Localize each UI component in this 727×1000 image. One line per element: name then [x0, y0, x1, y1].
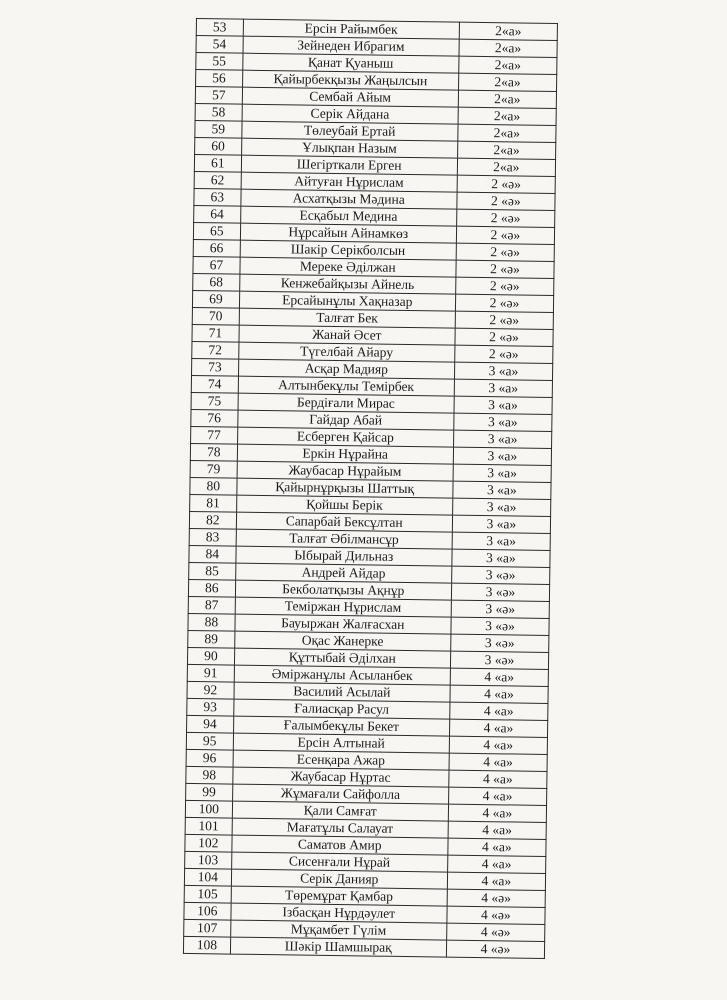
roster-body	[183, 19, 557, 959]
class-label: 4 «ә»	[446, 940, 544, 958]
row-number: 104	[184, 868, 231, 886]
student-name: Сембай Айым	[242, 87, 458, 107]
row-number: 100	[185, 800, 232, 818]
student-name: Зейнеден Ибрагим	[243, 36, 459, 56]
row-number: 55	[196, 53, 243, 71]
class-label: 3 «а»	[453, 430, 551, 448]
class-label: 3 «а»	[454, 396, 552, 414]
row-number: 87	[188, 596, 235, 614]
row-number: 64	[194, 205, 241, 223]
student-name: Төремұрат Қамбар	[231, 886, 447, 906]
class-label: 4 «а»	[448, 838, 546, 856]
class-label: 4 «а»	[450, 668, 548, 686]
row-number: 105	[184, 885, 231, 903]
row-number: 58	[195, 103, 242, 121]
student-name: Асқар Мадияр	[238, 359, 454, 379]
row-number: 101	[185, 817, 232, 835]
row-number: 74	[191, 375, 238, 393]
row-number: 89	[188, 630, 235, 648]
student-name: Ерсайынұлы Хақназар	[239, 291, 455, 311]
student-name: Василий Асылай	[234, 682, 450, 702]
student-name: Нұрсайын Айнамкөз	[240, 223, 456, 243]
row-number: 59	[195, 120, 242, 138]
class-label: 2«а»	[458, 107, 556, 125]
student-name: Қойшы Берік	[236, 495, 452, 515]
row-number: 83	[189, 528, 236, 546]
row-number: 66	[193, 239, 240, 257]
class-label: 4 «ә»	[447, 906, 545, 924]
student-name: Серік Данияр	[231, 869, 447, 889]
student-name: Құттыбай Әділхан	[234, 648, 450, 668]
row-number: 76	[191, 409, 238, 427]
row-number: 94	[187, 715, 234, 733]
student-name: Есенқара Ажар	[233, 750, 449, 770]
student-name: Талғат Әбілмансұр	[236, 529, 452, 549]
row-number: 84	[189, 545, 236, 563]
student-name: Жаубасар Нұртас	[232, 767, 448, 787]
row-number: 61	[194, 154, 241, 172]
class-label: 2 «ә»	[456, 243, 554, 261]
row-number: 98	[186, 766, 233, 784]
student-roster-table	[183, 18, 558, 959]
class-label: 2 «ә»	[457, 192, 555, 210]
student-name: Қали Самғат	[232, 801, 448, 821]
student-name: Ғалымбекұлы Бекет	[233, 716, 449, 736]
student-name: Оқас Жанерке	[234, 631, 450, 651]
student-name: Талғат Бек	[239, 308, 455, 328]
row-number: 77	[191, 426, 238, 444]
class-label: 4 «а»	[448, 787, 546, 805]
class-label: 2«а»	[458, 124, 556, 142]
student-name: Бауыржан Жалғасхан	[235, 614, 451, 634]
student-name: Ыбырай Дильназ	[236, 546, 452, 566]
student-name: Ғалиасқар Расул	[233, 699, 449, 719]
class-label: 2«а»	[457, 141, 555, 159]
student-name: Сапарбай Бексұлтан	[236, 512, 452, 532]
row-number: 106	[184, 902, 231, 920]
student-name: Теміржан Нұрислам	[235, 597, 451, 617]
row-number: 73	[192, 358, 239, 376]
class-label: 4 «а»	[450, 685, 548, 703]
row-number: 107	[184, 919, 231, 937]
class-label: 4 «а»	[447, 872, 545, 890]
student-name: Алтынбекұлы Темірбек	[238, 376, 454, 396]
student-name: Гайдар Абай	[237, 410, 453, 430]
class-label: 4 «а»	[449, 736, 547, 754]
row-number: 95	[186, 732, 233, 750]
student-name: Мағатұлы Салауат	[232, 818, 448, 838]
student-name: Ерсін Алтынай	[233, 733, 449, 753]
class-label: 2«а»	[457, 158, 555, 176]
class-label: 2 «ә»	[456, 226, 554, 244]
student-name: Айтуған Нұрислам	[241, 172, 457, 192]
class-label: 2«а»	[459, 39, 557, 57]
row-number: 60	[195, 137, 242, 155]
class-label: 2 «ә»	[456, 277, 554, 295]
class-label: 2 «ә»	[456, 209, 554, 227]
student-name: Еркін Нұрайна	[237, 444, 453, 464]
student-name: Андрей Айдар	[235, 563, 451, 583]
student-name: Мереке Әділжан	[240, 257, 456, 277]
class-label: 4 «а»	[449, 753, 547, 771]
row-number: 102	[185, 834, 232, 852]
student-name: Сисенғали Нұрай	[231, 852, 447, 872]
student-name: Серік Айдана	[242, 104, 458, 124]
class-label: 4 «а»	[448, 804, 546, 822]
student-name: Есқабыл Медина	[240, 206, 456, 226]
row-number: 86	[188, 579, 235, 597]
class-label: 2 «ә»	[455, 345, 553, 363]
class-label: 4 «а»	[449, 719, 547, 737]
student-name: Қанат Қуаныш	[242, 53, 458, 73]
class-label: 4 «а»	[447, 855, 545, 873]
student-name: Ұлықпан Назым	[241, 138, 457, 158]
class-label: 3 «а»	[453, 481, 551, 499]
row-number: 57	[195, 87, 242, 105]
class-label: 4 «а»	[450, 702, 548, 720]
student-name: Шегірткали Ерген	[241, 155, 457, 175]
row-number: 75	[191, 392, 238, 410]
class-label: 3 «ә»	[451, 634, 549, 652]
student-name: Саматов Амир	[232, 835, 448, 855]
class-label: 3 «ә»	[451, 600, 549, 618]
row-number: 99	[186, 783, 233, 801]
row-number: 72	[192, 341, 239, 359]
class-label: 3 «а»	[454, 413, 552, 431]
class-label: 3 «а»	[452, 515, 550, 533]
student-name: Түгелбай Айару	[238, 342, 454, 362]
row-number: 88	[188, 613, 235, 631]
class-label: 3 «а»	[453, 464, 551, 482]
row-number: 62	[194, 171, 241, 189]
student-name: Қайырбекқызы Жаңылсын	[242, 70, 458, 90]
class-label: 2«а»	[459, 22, 557, 40]
row-number: 91	[187, 664, 234, 682]
class-label: 3 «ә»	[451, 583, 549, 601]
class-label: 2«а»	[458, 73, 556, 91]
class-label: 3 «ә»	[451, 566, 549, 584]
student-name: Жұмағали Сайфолла	[232, 784, 448, 804]
row-number: 71	[192, 324, 239, 342]
student-name: Ерсін Райымбек	[243, 19, 459, 39]
class-label: 4 «ә»	[447, 923, 545, 941]
row-number: 90	[187, 647, 234, 665]
row-number: 78	[190, 443, 237, 461]
row-number: 82	[189, 511, 236, 529]
class-label: 4 «а»	[449, 770, 547, 788]
row-number: 81	[190, 494, 237, 512]
student-name: Шәкір Шамшырақ	[230, 937, 446, 957]
class-label: 3 «а»	[452, 532, 550, 550]
class-label: 3 «а»	[454, 379, 552, 397]
row-number: 103	[185, 851, 232, 869]
row-number: 56	[196, 70, 243, 88]
class-label: 3 «а»	[452, 549, 550, 567]
class-label: 2 «ә»	[455, 294, 553, 312]
class-label: 2«а»	[459, 56, 557, 74]
class-label: 4 «а»	[448, 821, 546, 839]
row-number: 53	[196, 19, 243, 37]
class-label: 2 «ә»	[455, 311, 553, 329]
student-name: Бердіғали Мирас	[238, 393, 454, 413]
class-label: 3 «а»	[452, 498, 550, 516]
row-number: 70	[192, 307, 239, 325]
class-label: 3 «ә»	[450, 651, 548, 669]
row-number: 93	[187, 698, 234, 716]
class-label: 2 «ә»	[456, 260, 554, 278]
class-label: 2 «ә»	[457, 175, 555, 193]
student-name: Әміржанұлы Асыланбек	[234, 665, 450, 685]
row-number: 85	[189, 562, 236, 580]
student-name: Төлеубай Ертай	[241, 121, 457, 141]
student-name: Есберген Қайсар	[237, 427, 453, 447]
row-number: 68	[193, 273, 240, 291]
student-name: Жаубасар Нұрайым	[237, 461, 453, 481]
row-number: 92	[187, 681, 234, 699]
class-label: 3 «а»	[453, 447, 551, 465]
class-label: 2 «ә»	[455, 328, 553, 346]
student-name: Кенжебайқызы Айнель	[239, 274, 455, 294]
row-number: 80	[190, 477, 237, 495]
row-number: 65	[193, 222, 240, 240]
student-name: Асхатқызы Мәдина	[241, 189, 457, 209]
row-number: 69	[192, 290, 239, 308]
class-label: 3 «а»	[454, 362, 552, 380]
row-number: 67	[193, 256, 240, 274]
student-name: Бекболатқызы Ақнұр	[235, 580, 451, 600]
class-label: 2«а»	[458, 90, 556, 108]
student-name: Мұқамбет Гүлім	[230, 920, 446, 940]
row-number: 96	[186, 749, 233, 767]
student-name: Жанай Әсет	[239, 325, 455, 345]
student-name: Қайырнұрқызы Шаттық	[236, 478, 452, 498]
class-label: 3 «ә»	[451, 617, 549, 635]
student-name: Шакір Серікболсын	[240, 240, 456, 260]
row-number: 63	[194, 188, 241, 206]
row-number: 108	[183, 936, 230, 954]
row-number: 79	[190, 460, 237, 478]
row-number: 54	[196, 36, 243, 54]
class-label: 4 «ә»	[447, 889, 545, 907]
student-name: Ізбасқан Нұрдәулет	[231, 903, 447, 923]
